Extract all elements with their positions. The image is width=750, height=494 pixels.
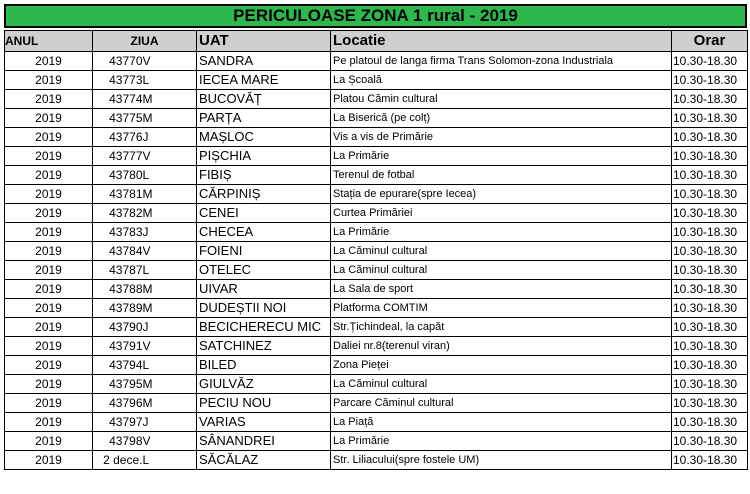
cell-ziua[interactable]: 43796 [93,394,143,413]
cell-orar[interactable]: 10.30-18.30 [672,299,748,318]
cell-anul[interactable]: 2019 [5,299,93,318]
cell-weekday[interactable]: L [143,356,197,375]
cell-anul[interactable]: 2019 [5,147,93,166]
cell-anul[interactable]: 2019 [5,166,93,185]
cell-orar[interactable]: 10.30-18.30 [672,204,748,223]
cell-orar[interactable]: 10.30-18.30 [672,394,748,413]
cell-orar[interactable]: 10.30-18.30 [672,71,748,90]
cell-anul[interactable]: 2019 [5,223,93,242]
cell-orar[interactable]: 10.30-18.30 [672,90,748,109]
cell-locatie[interactable]: La Căminul cultural [331,375,672,394]
sheet-title: PERICULOASE ZONA 1 rural - 2019 [4,4,747,28]
cell-anul[interactable]: 2019 [5,185,93,204]
table-row [5,109,748,128]
table-row [5,90,748,109]
cell-anul[interactable]: 2019 [5,432,93,451]
cell-orar[interactable]: 10.30-18.30 [672,109,748,128]
cell-orar[interactable]: 10.30-18.30 [672,413,748,432]
cell-uat[interactable]: GIULVĂZ [197,375,331,394]
cell-uat[interactable]: FOIENI [197,242,331,261]
table-row [5,185,748,204]
cell-weekday[interactable]: V [143,432,197,451]
cell-weekday[interactable]: L [143,451,197,470]
cell-orar[interactable]: 10.30-18.30 [672,166,748,185]
cell-locatie[interactable]: La Piață [331,413,672,432]
cell-orar[interactable]: 10.30-18.30 [672,318,748,337]
cell-ziua[interactable]: 43790 [93,318,143,337]
table-row [5,242,748,261]
cell-locatie[interactable]: Zona Pieței [331,356,672,375]
table-row [5,356,748,375]
cell-ziua[interactable]: 43781 [93,185,143,204]
cell-uat[interactable]: MAȘLOC [197,128,331,147]
cell-locatie[interactable]: Platforma COMTIM [331,299,672,318]
cell-uat[interactable]: UIVAR [197,280,331,299]
cell-uat[interactable]: BUCOVĂȚ [197,90,331,109]
table-row [5,128,748,147]
cell-uat[interactable]: PIȘCHIA [197,147,331,166]
cell-weekday[interactable]: M [143,375,197,394]
cell-ziua[interactable]: 43774 [93,90,143,109]
cell-uat[interactable]: DUDEȘTII NOI [197,299,331,318]
cell-weekday[interactable]: M [143,185,197,204]
table-row [5,375,748,394]
cell-uat[interactable]: CĂRPINIȘ [197,185,331,204]
cell-anul[interactable]: 2019 [5,280,93,299]
cell-locatie[interactable]: La Căminul cultural [331,242,672,261]
cell-ziua[interactable]: 43797 [93,413,143,432]
cell-uat[interactable]: BECICHERECU MIC [197,318,331,337]
cell-uat[interactable]: SATCHINEZ [197,337,331,356]
cell-weekday[interactable]: J [143,223,197,242]
cell-orar[interactable]: 10.30-18.30 [672,337,748,356]
cell-orar[interactable]: 10.30-18.30 [672,223,748,242]
cell-uat[interactable]: PARȚA [197,109,331,128]
cell-weekday[interactable]: L [143,166,197,185]
cell-locatie[interactable]: La Primărie [331,432,672,451]
cell-locatie[interactable]: La Sala de sport [331,280,672,299]
table-row [5,166,748,185]
cell-ziua[interactable]: 43787 [93,261,143,280]
cell-uat[interactable]: BILED [197,356,331,375]
cell-weekday[interactable]: M [143,90,197,109]
cell-anul[interactable]: 2019 [5,261,93,280]
table-body [5,52,748,470]
cell-orar[interactable]: 10.30-18.30 [672,451,748,470]
cell-orar[interactable]: 10.30-18.30 [672,185,748,204]
table-row [5,147,748,166]
cell-orar[interactable]: 10.30-18.30 [672,375,748,394]
cell-anul[interactable]: 2019 [5,90,93,109]
cell-orar[interactable]: 10.30-18.30 [672,356,748,375]
table-row [5,413,748,432]
cell-locatie[interactable]: Terenul de fotbal [331,166,672,185]
cell-anul[interactable]: 2019 [5,451,93,470]
cell-locatie[interactable]: Str.Țichindeal, la capăt [331,318,672,337]
cell-ziua[interactable]: 43795 [93,375,143,394]
cell-anul[interactable]: 2019 [5,337,93,356]
table-row [5,318,748,337]
header-orar: Orar [672,31,748,52]
cell-ziua[interactable]: 43777 [93,147,143,166]
cell-weekday[interactable]: M [143,299,197,318]
cell-ziua[interactable]: 43783 [93,223,143,242]
table-row [5,299,748,318]
cell-anul[interactable]: 2019 [5,394,93,413]
cell-orar[interactable]: 10.30-18.30 [672,52,748,71]
header-ziua: ZIUA [93,31,197,52]
cell-ziua[interactable]: 43770 [93,52,143,71]
table-row [5,451,748,470]
cell-ziua[interactable]: 43780 [93,166,143,185]
table-row [5,280,748,299]
cell-orar[interactable]: 10.30-18.30 [672,242,748,261]
cell-orar[interactable]: 10.30-18.30 [672,261,748,280]
cell-anul[interactable]: 2019 [5,204,93,223]
cell-orar[interactable]: 10.30-18.30 [672,432,748,451]
cell-anul[interactable]: 2019 [5,109,93,128]
cell-weekday[interactable]: J [143,318,197,337]
cell-locatie[interactable]: La Biserică (pe colț) [331,109,672,128]
cell-ziua[interactable]: 43782 [93,204,143,223]
cell-weekday[interactable]: M [143,204,197,223]
cell-ziua[interactable]: 43789 [93,299,143,318]
cell-anul[interactable]: 2019 [5,375,93,394]
cell-weekday[interactable]: V [143,242,197,261]
cell-uat[interactable]: SANDRA [197,52,331,71]
cell-locatie[interactable]: Stația de epurare(spre Iecea) [331,185,672,204]
table-row [5,204,748,223]
cell-anul[interactable]: 2019 [5,71,93,90]
table-row [5,337,748,356]
table-row [5,71,748,90]
table-row [5,394,748,413]
cell-locatie[interactable]: La Primărie [331,223,672,242]
cell-anul[interactable]: 2019 [5,356,93,375]
cell-weekday[interactable]: J [143,413,197,432]
cell-anul[interactable]: 2019 [5,413,93,432]
cell-ziua[interactable]: 43784 [93,242,143,261]
cell-anul[interactable]: 2019 [5,242,93,261]
cell-locatie[interactable]: La Primărie [331,147,672,166]
cell-ziua[interactable]: 43794 [93,356,143,375]
cell-weekday[interactable]: J [143,128,197,147]
cell-weekday[interactable]: L [143,71,197,90]
cell-orar[interactable]: 10.30-18.30 [672,280,748,299]
cell-locatie[interactable]: Parcare Căminul cultural [331,394,672,413]
header-row [5,31,748,52]
cell-uat[interactable]: PECIU NOU [197,394,331,413]
cell-weekday[interactable]: M [143,109,197,128]
cell-locatie[interactable]: Platou Cămin cultural [331,90,672,109]
cell-uat[interactable]: IECEA MARE [197,71,331,90]
schedule-table [4,30,748,470]
table-row [5,52,748,71]
cell-anul[interactable]: 2019 [5,128,93,147]
cell-uat[interactable]: VARIAS [197,413,331,432]
cell-ziua[interactable]: 43775 [93,109,143,128]
cell-locatie[interactable]: La Școală [331,71,672,90]
cell-uat[interactable]: FIBIȘ [197,166,331,185]
cell-uat[interactable]: SĂCĂLAZ [197,451,331,470]
cell-ziua[interactable]: 43773 [93,71,143,90]
cell-weekday[interactable]: V [143,52,197,71]
header-locatie: Locatie [331,31,672,52]
cell-uat[interactable]: CENEI [197,204,331,223]
cell-locatie[interactable]: Daliei nr.8(terenul viran) [331,337,672,356]
cell-locatie[interactable]: La Căminul cultural [331,261,672,280]
cell-ziua[interactable]: 43776 [93,128,143,147]
header-anul: ANUL [5,31,93,52]
table-row [5,223,748,242]
cell-locatie[interactable]: Str. Liliacului(spre fostele UM) [331,451,672,470]
header-uat: UAT [197,31,331,52]
cell-ziua[interactable]: 43788 [93,280,143,299]
cell-anul[interactable]: 2019 [5,318,93,337]
cell-ziua[interactable]: 43791 [93,337,143,356]
table-row [5,432,748,451]
cell-uat[interactable]: CHECEA [197,223,331,242]
cell-orar[interactable]: 10.30-18.30 [672,128,748,147]
cell-weekday[interactable]: M [143,394,197,413]
cell-locatie[interactable]: Vis a vis de Primărie [331,128,672,147]
cell-locatie[interactable]: Curtea Primăriei [331,204,672,223]
cell-anul[interactable]: 2019 [5,52,93,71]
cell-uat[interactable]: SÂNANDREI [197,432,331,451]
cell-uat[interactable]: OTELEC [197,261,331,280]
cell-ziua[interactable]: 2 dece. [93,451,143,470]
cell-ziua[interactable]: 43798 [93,432,143,451]
cell-orar[interactable]: 10.30-18.30 [672,147,748,166]
cell-weekday[interactable]: V [143,147,197,166]
cell-locatie[interactable]: Pe platoul de langa firma Trans Solomon-zona Industriala [331,52,672,71]
cell-weekday[interactable]: L [143,261,197,280]
table-row [5,261,748,280]
cell-weekday[interactable]: V [143,337,197,356]
cell-weekday[interactable]: M [143,280,197,299]
